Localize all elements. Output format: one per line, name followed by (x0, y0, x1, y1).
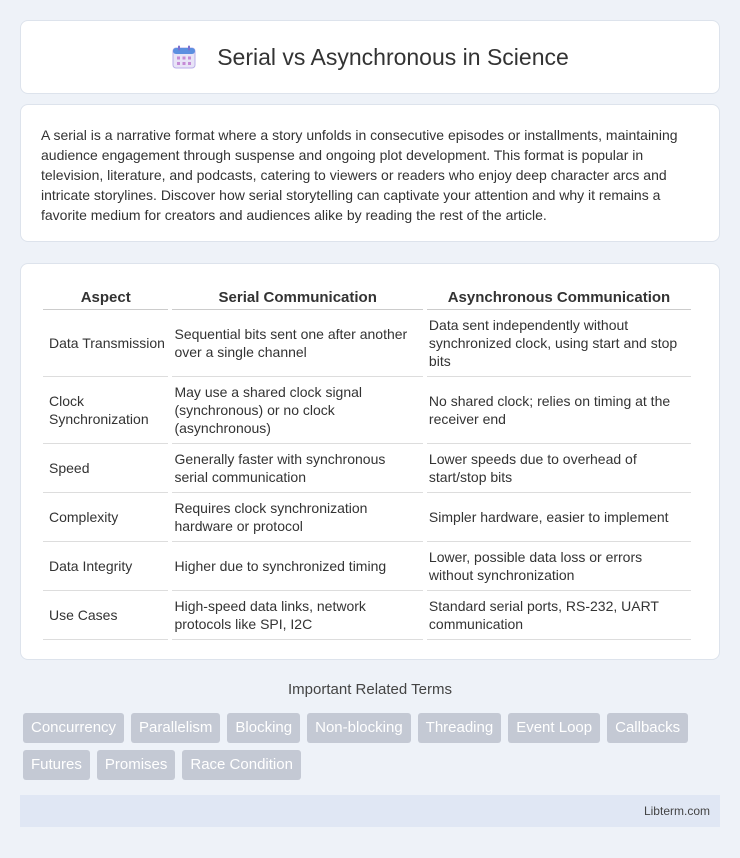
table-cell: Lower speeds due to overhead of start/stop bits (427, 444, 691, 493)
table-header-row (43, 284, 691, 310)
tag-promises[interactable]: Promises (97, 750, 176, 780)
table-row (43, 310, 691, 377)
footer-brand[interactable]: Libterm.com (643, 804, 710, 818)
table-cell: Generally faster with synchronous serial communication (172, 444, 422, 493)
table-cell: Simpler hardware, easier to implement (427, 493, 691, 542)
table-row (43, 591, 691, 640)
page-title: Serial vs Asynchronous in Science (217, 43, 569, 70)
tag-parallelism[interactable]: Parallelism (131, 713, 220, 743)
intro-text: A serial is a narrative format where a story unfolds in consecutive episodes or installments, maintaining audience engagement through suspense and ongoing plot development. This format is popular in television, literature, and podcasts, catering to viewers or readers who enjoy deep character arcs and intricate storylines. Discover how serial storytelling can captivate your attention and why it remains a favorite medium for creators and audiences alike by reading the rest of the article. (41, 127, 678, 223)
table-header-serial: Serial Communication (172, 284, 422, 310)
title-card (20, 20, 720, 94)
table-cell: Lower, possible data loss or errors without synchronization (427, 542, 691, 591)
table-cell: Standard serial ports, RS-232, UART communication (427, 591, 691, 640)
tag-callbacks[interactable]: Callbacks (607, 713, 688, 743)
calendar-icon (171, 44, 197, 70)
table-cell: High-speed data links, network protocols like SPI, I2C (172, 591, 422, 640)
footer (20, 795, 720, 827)
table-cell: Higher due to synchronized timing (172, 542, 422, 591)
tag-blocking[interactable]: Blocking (227, 713, 300, 743)
table-cell: Use Cases (43, 591, 168, 640)
intro-card (20, 104, 720, 242)
table-cell: Speed (43, 444, 168, 493)
table-row (43, 493, 691, 542)
table-cell: May use a shared clock signal (synchronous) or no clock (asynchronous) (172, 377, 422, 444)
table-row (43, 377, 691, 444)
table-cell: Data Transmission (43, 310, 168, 377)
tag-race-condition[interactable]: Race Condition (182, 750, 301, 780)
table-header-async: Asynchronous Communication (427, 284, 691, 310)
table-header-aspect: Aspect (43, 284, 168, 310)
comparison-table (39, 284, 695, 640)
related-terms-list (23, 713, 723, 780)
table-row (43, 542, 691, 591)
tag-non-blocking[interactable]: Non-blocking (307, 713, 411, 743)
table-cell: No shared clock; relies on timing at the receiver end (427, 377, 691, 444)
comparison-table-card (20, 263, 720, 660)
table-cell: Complexity (43, 493, 168, 542)
table-row (43, 444, 691, 493)
tag-threading[interactable]: Threading (418, 713, 502, 743)
table-cell: Data Integrity (43, 542, 168, 591)
table-cell: Sequential bits sent one after another over a single channel (172, 310, 422, 377)
table-cell: Data sent independently without synchronized clock, using start and stop bits (427, 310, 691, 377)
tag-futures[interactable]: Futures (23, 750, 90, 780)
tag-concurrency[interactable]: Concurrency (23, 713, 124, 743)
tag-event-loop[interactable]: Event Loop (508, 713, 600, 743)
table-cell: Clock Synchronization (43, 377, 168, 444)
related-terms-title: Important Related Terms (288, 681, 452, 698)
table-cell: Requires clock synchronization hardware or protocol (172, 493, 422, 542)
